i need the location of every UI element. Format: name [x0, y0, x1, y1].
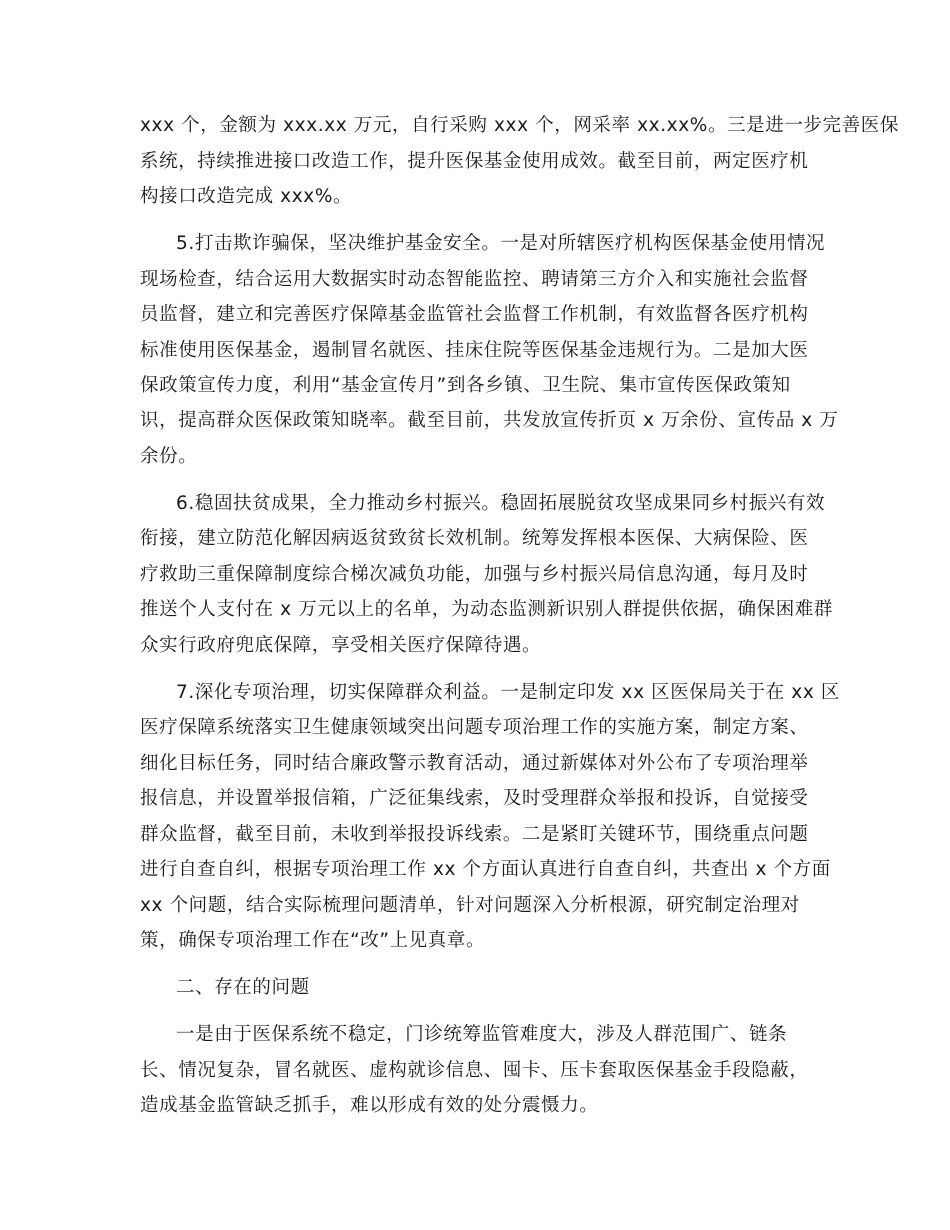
text-line: 系统，持续推进接口改造工作，提升医保基金使用成效。截至目前，两定医疗机 [140, 151, 809, 172]
text-line: 进行自查自纠，根据专项治理工作 xx 个方面认真进行自查自纠，共查出 x 个方面 [140, 859, 831, 880]
text-line: 衔接，建立防范化解因病返贫致贫长效机制。统筹发挥根本医保、大病保险、医 [140, 528, 809, 549]
text-line: 一是由于医保系统不稳定，门诊统筹监管难度大，涉及人群范围广、链条 [176, 1024, 788, 1045]
section-heading-problems: 二、存在的问题 [176, 977, 310, 998]
text-line: 保政策宣传力度，利用“基金宣传月”到各乡镇、卫生院、集市宣传医保政策知 [140, 375, 791, 396]
text-line: 长、情况复杂，冒名就医、虚构就诊信息、囤卡、压卡套取医保基金手段隐蔽， [140, 1060, 809, 1081]
text-line: 医疗保障系统落实卫生健康领域突出问题专项治理工作的实施方案，制定方案、 [140, 717, 809, 738]
text-line: 现场检查，结合运用大数据实时动态智能监控、聘请第三方介入和实施社会监督 [140, 269, 809, 290]
text-line: 细化目标任务，同时结合廉政警示教育活动，通过新媒体对外公布了专项治理举 [140, 753, 809, 774]
text-line: 造成基金监管缺乏抓手，难以形成有效的处分震慑力。 [140, 1095, 599, 1116]
text-line: 余份。 [140, 446, 198, 467]
paragraph-5-heading-line: 5.打击欺诈骗保，坚决维护基金安全。一是对所辖医疗机构医保基金使用情况 [176, 233, 826, 254]
paragraph-7-heading-line: 7.深化专项治理，切实保障群众利益。一是制定印发 xx 区医保局关于在 xx 区 [176, 682, 840, 703]
paragraph-6-heading-line: 6.稳固扶贫成果，全力推动乡村振兴。稳固拓展脱贫攻坚成果同乡村振兴有效 [176, 493, 826, 514]
text-line: 报信息，并设置举报信箱，广泛征集线索，及时受理群众举报和投诉，自觉接受 [140, 788, 809, 809]
text-line: 策，确保专项治理工作在“改”上见真章。 [140, 930, 486, 951]
text-line: 推送个人支付在 x 万元以上的名单，为动态监测新识别人群提供依据，确保困难群 [140, 599, 834, 620]
text-line: 构接口改造完成 xxx%。 [140, 186, 353, 207]
text-line: 标准使用医保基金，遏制冒名就医、挂床住院等医保基金违规行为。二是加大医 [140, 340, 809, 361]
text-line: 识，提高群众医保政策知晓率。截至目前，共发放宣传折页 x 万余份、宣传品 x 万 [140, 410, 839, 431]
text-line: xxx 个，金额为 xxx.xx 万元，自行采购 xxx 个，网采率 xx.xx%。三是进一步完善医保 [140, 115, 899, 136]
text-line: 群众监督，截至目前，未收到举报投诉线索。二是紧盯关键环节，围绕重点问题 [140, 824, 809, 845]
text-line: 众实行政府兜底保障，享受相关医疗保障待遇。 [140, 635, 542, 656]
text-line: xx 个问题，结合实际梳理问题清单，针对问题深入分析根源，研究制定治理对 [140, 895, 800, 916]
text-line: 员监督，建立和完善医疗保障基金监管社会监督工作机制，有效监督各医疗机构 [140, 304, 809, 325]
text-line: 疗救助三重保障制度综合梯次减负功能，加强与乡村振兴局信息沟通，每月及时 [140, 564, 809, 585]
